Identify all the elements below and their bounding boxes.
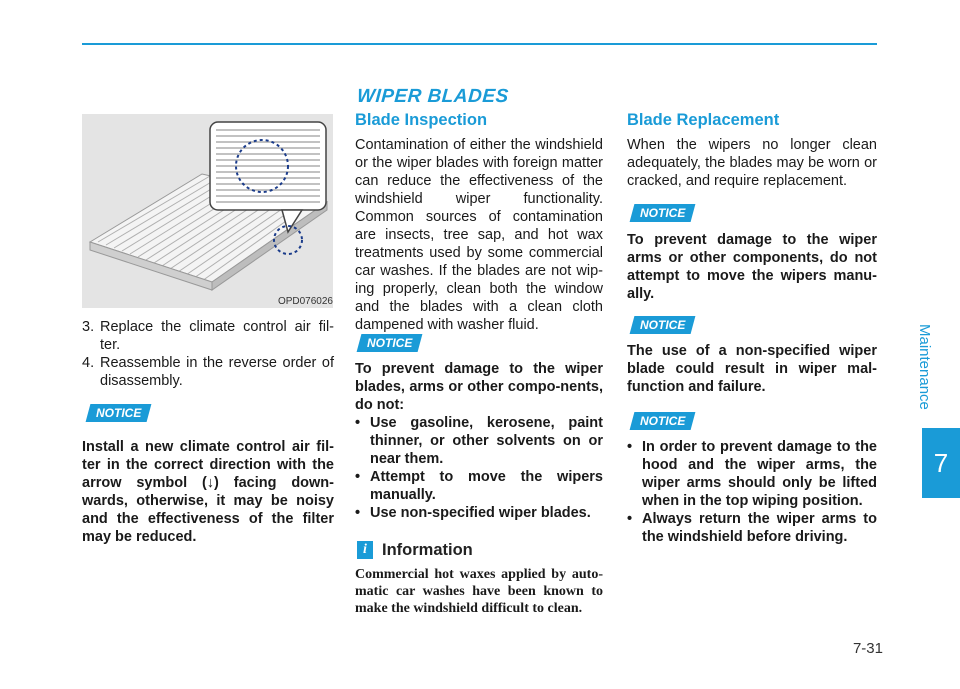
blade-replacement-heading: Blade Replacement bbox=[627, 111, 780, 129]
step-item: 4. Reassemble in the reverse order of disassembly. bbox=[82, 355, 334, 389]
section-title: WIPER BLADES bbox=[356, 86, 510, 107]
notice-text: To prevent damage to the wiper arms or other components, do not attempt to move the wipers manu-ally. bbox=[627, 232, 877, 302]
notice-label: NOTICE bbox=[630, 412, 696, 430]
notice-text: The use of a non-specified wiper blade could result in wiper mal-function and failure. bbox=[627, 343, 877, 395]
chapter-number: 7 bbox=[933, 448, 949, 478]
chapter-label bbox=[909, 324, 933, 410]
notice-label: NOTICE bbox=[630, 204, 696, 222]
air-filter-illustration bbox=[82, 114, 333, 308]
notice-text: Install a new climate control air fil-ter in the correct direction with the arrow symbol (↓) facing down-wards, otherwise, it may be noisy and the effectiveness of the filter may be reduced. bbox=[82, 439, 334, 545]
blade-replacement-paragraph: When the wipers no longer clean adequately, the blades may be worn or cracked, and require replacement. bbox=[627, 137, 877, 189]
figure-caption: OPD076026 bbox=[277, 296, 333, 307]
blade-inspection-paragraph: Contamination of either the windshield or the wiper blades with foreign matter can reduce the effectiveness of the windshield wiper functionality. Common sources of contamination are insects, tree sap, and hot wax treatments used by some commercial car washes. If the blades are not wip-ing properly, clean both the window and the blades with a clean cloth dampened with washer fluid. bbox=[355, 137, 603, 333]
header-rule bbox=[82, 43, 877, 45]
list-item: • Use non-specified wiper blades. bbox=[355, 504, 603, 522]
list-item: • Use gasoline, kerosene, paint thinner, or other solvents on or near them. bbox=[355, 414, 603, 468]
notice-block bbox=[627, 438, 877, 546]
info-title: Information bbox=[382, 541, 473, 559]
list-item: • In order to prevent damage to the hood and the wiper arms, the wiper arms should only be lifted when in the top wiping position. bbox=[627, 438, 877, 510]
steps-block bbox=[82, 318, 334, 390]
notice-label: NOTICE bbox=[357, 334, 423, 352]
notice-intro: To prevent damage to the wiper blades, arms or other compo-nents, do not: bbox=[355, 361, 603, 413]
info-icon: i bbox=[357, 541, 373, 559]
chapter-tab bbox=[922, 428, 960, 498]
notice-bullets bbox=[627, 438, 877, 546]
step-item: 3. Replace the climate control air fil-ter. bbox=[82, 319, 334, 353]
notice-block bbox=[355, 360, 603, 522]
notice-bullets bbox=[355, 414, 603, 522]
notice-label: NOTICE bbox=[630, 316, 696, 334]
chapter-label-text: Maintenance bbox=[916, 324, 933, 410]
list-item: • Attempt to move the wipers manually. bbox=[355, 468, 603, 504]
air-filter-figure bbox=[82, 114, 333, 308]
info-text: Commercial hot waxes applied by auto-matic car washes have been known to make the windshield difficult to clean. bbox=[355, 567, 603, 616]
steps-list bbox=[82, 318, 334, 390]
notice-label: NOTICE bbox=[86, 404, 152, 422]
list-item: • Always return the wiper arms to the windshield before driving. bbox=[627, 510, 877, 546]
blade-inspection-heading: Blade Inspection bbox=[355, 111, 488, 129]
page-number: 7-31 bbox=[852, 640, 883, 657]
